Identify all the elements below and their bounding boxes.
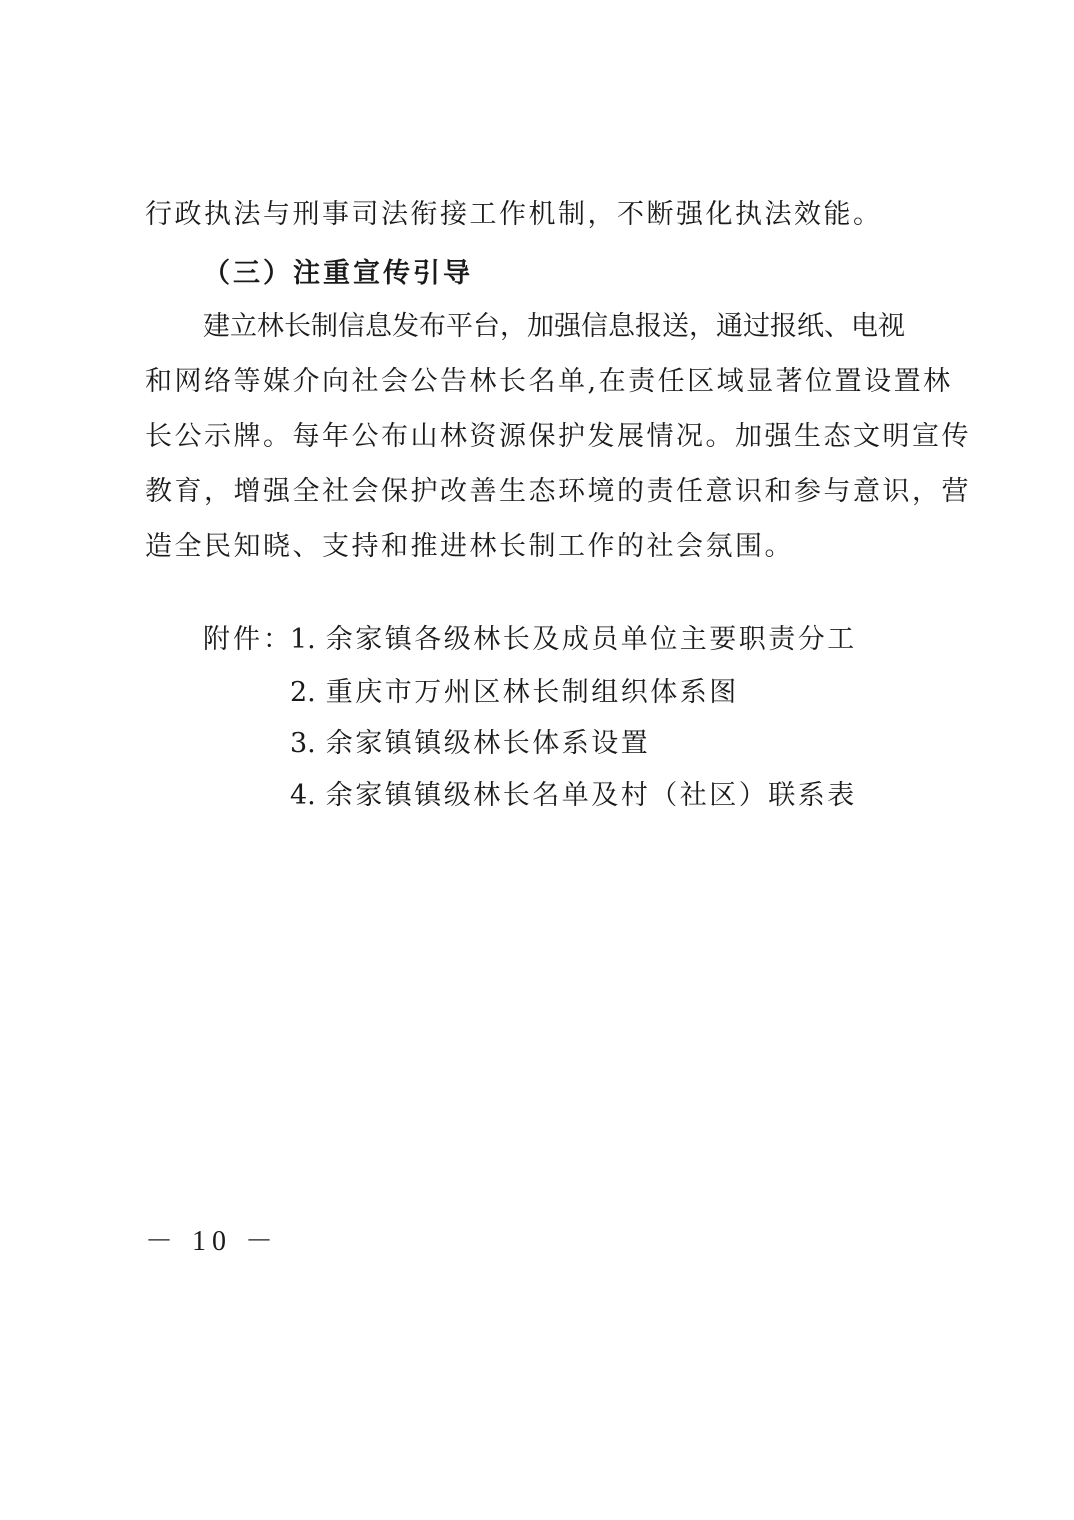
attachments-label: 附件： (203, 624, 293, 655)
attachment-item (290, 620, 857, 660)
attachment-item (290, 776, 857, 816)
paragraph-line: 造全民知晓、支持和推进林长制工作的社会氛围。 (145, 531, 794, 562)
paragraph-line: 和网络等媒介向社会公告林长名单,在责任区域显著位置设置林 (145, 366, 953, 397)
paragraph-line: 教育，增强全社会保护改善生态环境的责任意识和参与意识，营 (145, 476, 971, 507)
attachment-title: 余家镇镇级林长名单及村（社区）联系表 (325, 780, 857, 811)
section-heading: （三）注重宣传引导 (203, 258, 473, 289)
attachment-title: 余家镇镇级林长体系设置 (325, 728, 651, 759)
continuation-line: 行政执法与刑事司法衔接工作机制，不断强化执法效能。 (145, 199, 883, 230)
attachment-number: 1. (290, 624, 316, 655)
attachment-item (290, 673, 739, 713)
attachment-number: 2. (290, 677, 316, 708)
paragraph-line: 长公示牌。每年公布山林资源保护发展情况。加强生态文明宣传 (145, 421, 971, 452)
attachment-number: 4. (290, 780, 316, 811)
attachment-item (290, 724, 650, 764)
attachment-number: 3. (290, 728, 316, 759)
page-number: － 10 － (145, 1226, 280, 1257)
attachment-title: 余家镇各级林长及成员单位主要职责分工 (325, 624, 857, 655)
paragraph-line: 建立林长制信息发布平台，加强信息报送，通过报纸、电视 (203, 311, 905, 342)
attachment-title: 重庆市万州区林长制组织体系图 (325, 677, 739, 708)
